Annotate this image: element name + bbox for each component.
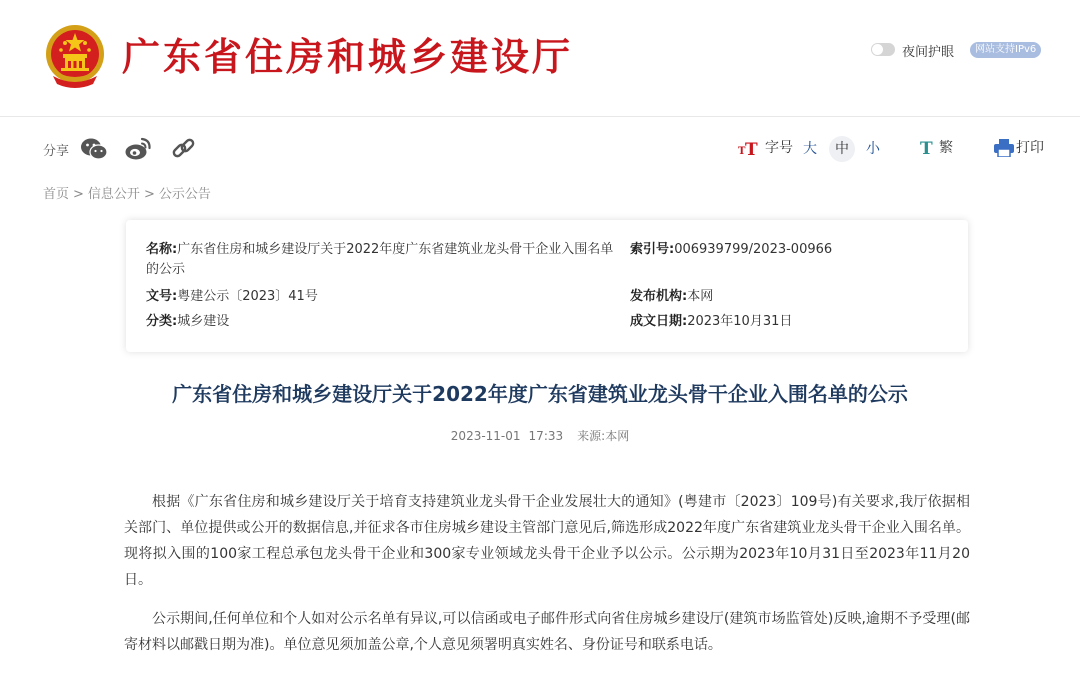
doc-category-row (146, 312, 616, 332)
doc-publisher-value: 本网 (687, 289, 714, 304)
doc-name-value: 广东省住房和城乡建设厅关于2022年度广东省建筑业龙头骨干企业入围名单的公示 (146, 242, 614, 277)
breadcrumb-home[interactable]: 首页 (43, 187, 70, 202)
document-info-card (126, 220, 968, 352)
article-time: 17:33 (528, 429, 564, 443)
site-title[interactable]: 广东省住房和城乡建设厅 (122, 34, 574, 79)
article-source-label: 来源: (577, 429, 606, 443)
font-size-medium-button[interactable]: 中 (829, 136, 855, 162)
font-size-large-button[interactable]: 大 (803, 141, 817, 157)
doc-date-label: 成文日期: (630, 314, 688, 329)
ipv6-badge: 网站支持IPv6 (970, 42, 1041, 58)
doc-date-value: 2023年10月31日 (687, 314, 793, 329)
doc-publisher-label: 发布机构: (630, 289, 688, 304)
weibo-icon[interactable] (124, 136, 152, 162)
share-label: 分享 (43, 144, 70, 159)
doc-publisher-row (630, 287, 950, 307)
svg-text:T: T (920, 139, 933, 158)
svg-text:T: T (738, 146, 746, 157)
traditional-chinese-button[interactable]: 繁 (939, 140, 953, 156)
doc-number-row (146, 287, 616, 307)
doc-category-label: 分类: (146, 314, 178, 329)
article-source-value: 本网 (605, 429, 630, 443)
doc-date-row (630, 312, 950, 332)
wechat-icon[interactable] (80, 136, 108, 162)
night-mode-toggle[interactable] (871, 43, 895, 56)
doc-index-label: 索引号: (630, 242, 675, 257)
doc-number-value: 粤建公示〔2023〕41号 (177, 289, 318, 304)
doc-number-label: 文号: (146, 289, 178, 304)
print-button[interactable]: 打印 (1016, 140, 1044, 156)
doc-category-value: 城乡建设 (177, 314, 230, 329)
site-header (0, 0, 1080, 117)
breadcrumb-separator: > (73, 187, 84, 202)
breadcrumb-separator: > (143, 187, 155, 202)
doc-index-value: 006939799/2023-00966 (674, 242, 833, 257)
print-icon[interactable] (994, 139, 1014, 157)
article-paragraph: 公示期间,任何单位和个人如对公示名单有异议,可以信函或电子邮件形式向省住房城乡建设厅(建筑市场监管处)反映,逾期不予受理(邮寄材料以邮戳日期为准)。单位意见须加盖公章,个人意见须署明真实姓名、身份证号和联系电话。 (124, 611, 970, 653)
article-paragraph: 根据《广东省住房和城乡建设厅关于培育支持建筑业龙头骨干企业发展壮大的通知》(粤建市〔2023〕109号)有关要求,我厅依据相关部门、单位提供或公开的数据信息,并征求各市住房城乡建设主管部门意见后,筛选形成2022年度广东省建筑业龙头骨干企业入围名单。现将拟入围的100家工程总承包龙头骨干企业和300家专业领域龙头骨干企业予以公示。公示期为2023年10月31日至2023年11月20日。 (124, 494, 970, 588)
svg-text:T: T (745, 140, 758, 158)
breadcrumb-info-public[interactable]: 信息公开 (87, 187, 140, 202)
breadcrumb-notices[interactable]: 公示公告 (158, 187, 211, 202)
national-emblem-icon (43, 22, 107, 92)
article-date: 2023-11-01 (450, 429, 521, 443)
font-size-icon (738, 138, 762, 158)
font-size-small-button[interactable]: 小 (866, 141, 880, 157)
link-icon[interactable] (170, 136, 198, 162)
doc-name-row (146, 240, 616, 280)
traditional-chinese-icon (920, 138, 938, 158)
article-meta (0, 427, 1080, 444)
article-title: 广东省住房和城乡建设厅关于2022年度广东省建筑业龙头骨干企业入围名单的公示 (172, 382, 908, 406)
doc-index-row (630, 240, 950, 260)
night-mode-label[interactable]: 夜间护眼 (902, 45, 955, 60)
doc-name-label: 名称: (146, 242, 178, 257)
font-size-label: 字号 (765, 140, 793, 156)
breadcrumb (43, 183, 215, 202)
